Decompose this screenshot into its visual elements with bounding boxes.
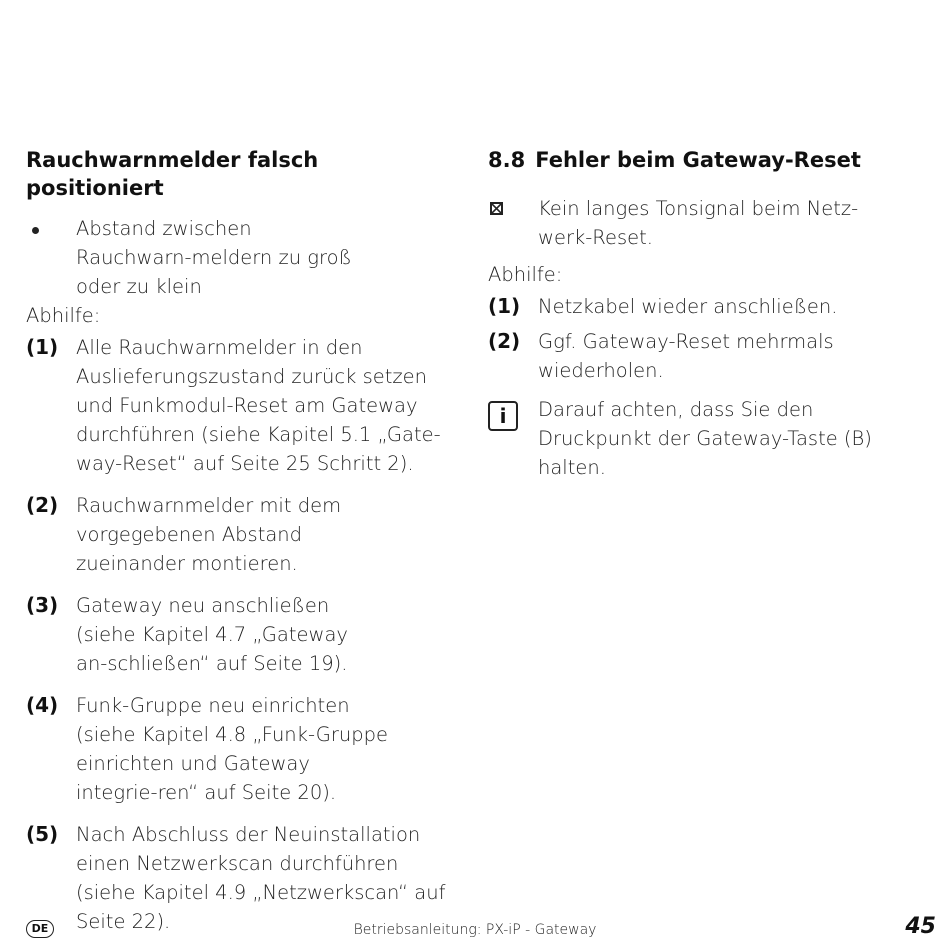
footer-title: Betriebsanleitung: PX-iP - Gateway bbox=[353, 922, 597, 938]
page-number: 45 bbox=[905, 914, 936, 939]
right-abhilfe-label: Abhilfe: bbox=[488, 263, 563, 286]
right-column bbox=[488, 146, 928, 482]
step-text: Rauchwarnmelder mit dem vorgegebenen Abstand zueinander montieren. bbox=[76, 494, 342, 575]
step-text: Funk-Gruppe neu einrichten (siehe Kapitel 4.8 „Funk-Gruppe einrichten und Gateway integrie-ren“ auf Seite 20). bbox=[76, 694, 388, 804]
step-number: (2) bbox=[26, 493, 59, 517]
crossed-box-icon bbox=[490, 202, 503, 215]
left-abhilfe-label: Abhilfe: bbox=[26, 304, 101, 327]
section-title: Fehler beim Gateway-Reset bbox=[535, 148, 861, 172]
right-step-1 bbox=[488, 292, 928, 321]
section-number: 8.8 bbox=[488, 148, 526, 172]
bullet-item bbox=[26, 214, 451, 301]
right-heading bbox=[488, 146, 928, 174]
problem-text: Kein langes Tonsignal beim Netz-werk-Reset. bbox=[538, 197, 859, 249]
info-text: Darauf achten, dass Sie den Druckpunkt der Gateway-Taste (B) halten. bbox=[538, 398, 872, 479]
left-heading: Rauchwarnmelder falsch positioniert bbox=[26, 148, 319, 200]
info-note bbox=[488, 395, 928, 482]
step-number: (1) bbox=[26, 335, 59, 359]
bullet-text: Abstand zwischen Rauchwarn-meldern zu groß oder zu klein bbox=[76, 217, 352, 298]
left-step-2 bbox=[26, 491, 451, 578]
left-column bbox=[26, 146, 451, 936]
info-icon: i bbox=[488, 401, 518, 431]
left-step-4 bbox=[26, 691, 451, 807]
left-step-5 bbox=[26, 820, 451, 936]
right-step-2 bbox=[488, 327, 928, 385]
step-text: Gateway neu anschließen (siehe Kapitel 4.7 „Gateway an-schließen“ auf Seite 19). bbox=[76, 594, 348, 675]
language-badge: DE bbox=[26, 920, 54, 938]
step-number: (2) bbox=[488, 329, 521, 353]
step-text: Alle Rauchwarnmelder in den Auslieferungszustand zurück setzen und Funkmodul-Reset am Gateway durchführen (siehe Kapitel 5.1 „Gate-way-Reset“ auf Seite 25 Schritt 2). bbox=[76, 336, 441, 475]
step-text: Netzkabel wieder anschließen. bbox=[538, 295, 838, 318]
step-text: Nach Abschluss der Neuinstallation einen Netzwerkscan durchführen (siehe Kapitel 4.9 „Netzwerkscan“ auf Seite 22). bbox=[76, 823, 446, 933]
left-step-1 bbox=[26, 333, 451, 478]
bullet-dot-icon bbox=[32, 227, 39, 234]
step-number: (4) bbox=[26, 693, 59, 717]
step-text: Ggf. Gateway-Reset mehrmals wiederholen. bbox=[538, 330, 834, 382]
step-number: (3) bbox=[26, 593, 59, 617]
step-number: (5) bbox=[26, 822, 59, 846]
step-number: (1) bbox=[488, 294, 521, 318]
left-step-3 bbox=[26, 591, 451, 678]
problem-item bbox=[488, 194, 928, 252]
